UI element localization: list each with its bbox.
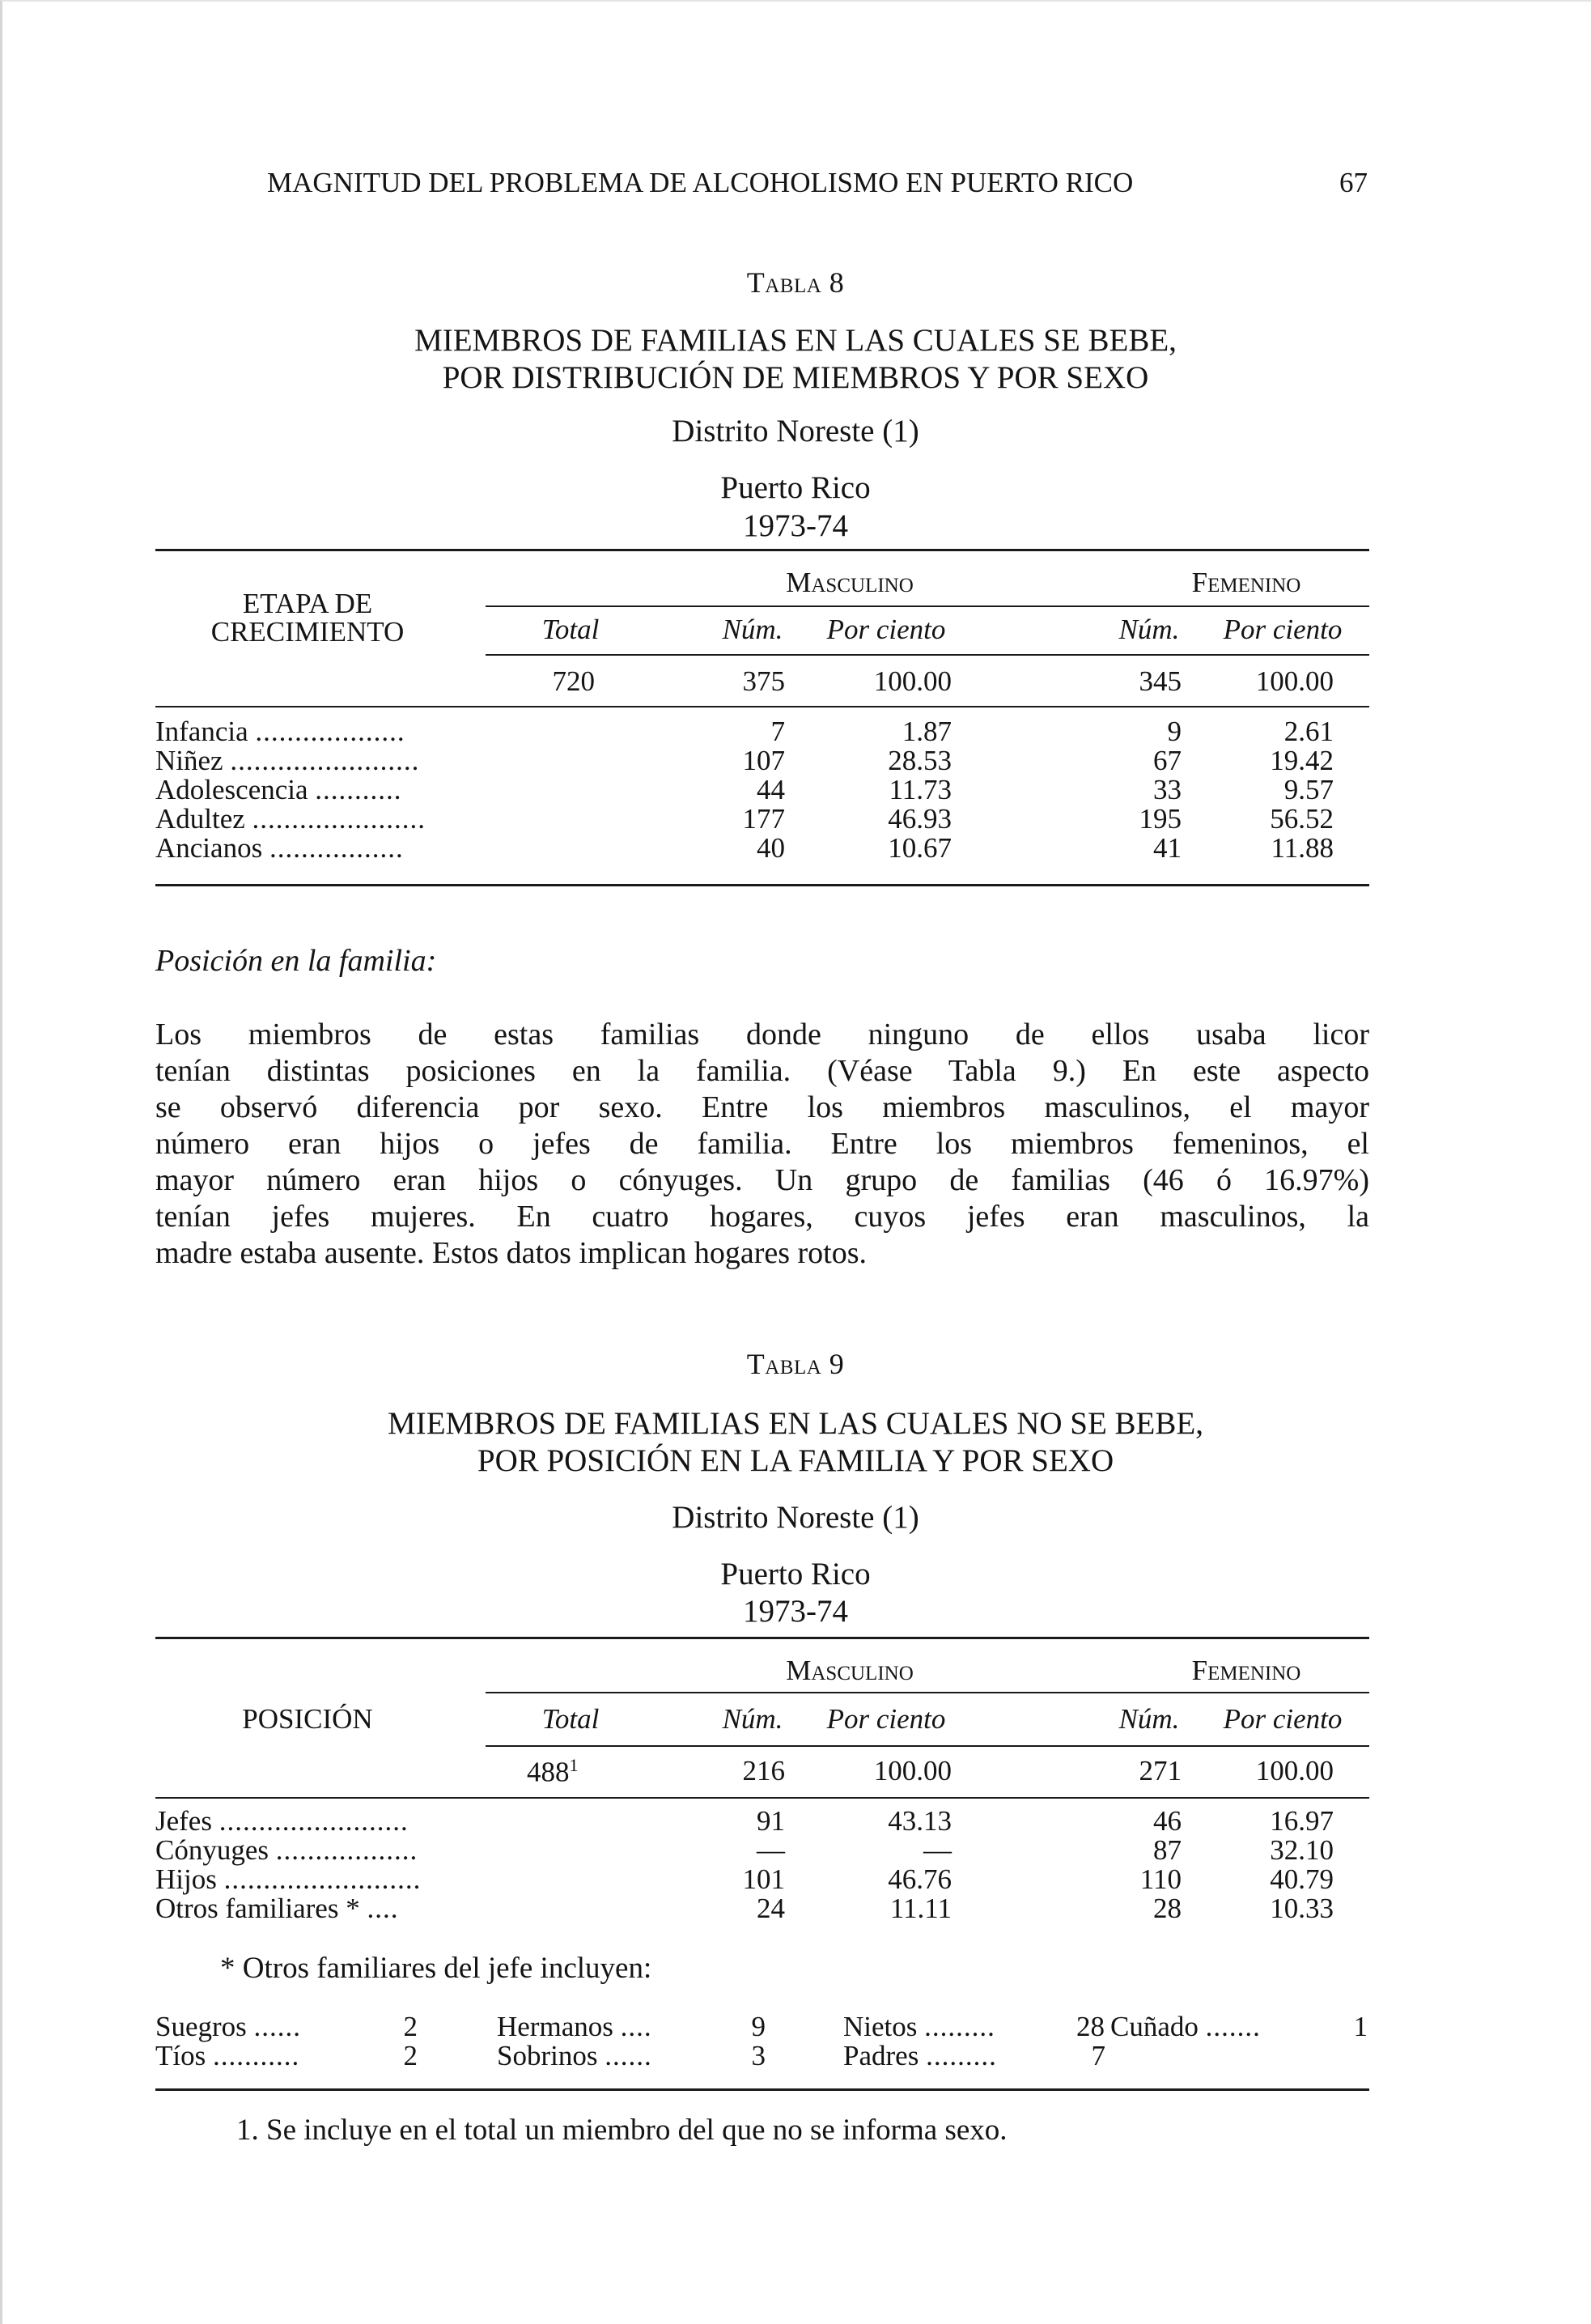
leader-dots: ......................	[252, 803, 426, 835]
table9-title-line1: MIEMBROS DE FAMILIAS EN LAS CUALES NO SE BEBE,	[388, 1406, 1203, 1441]
leader-dots: ....	[620, 2011, 652, 2042]
leader-dots: ...........	[212, 2040, 300, 2071]
relative-value: 2	[403, 2011, 418, 2042]
row-pct-f: 16.97	[1270, 1805, 1334, 1837]
table9-col-pct-f: Por ciento	[1223, 1703, 1343, 1735]
row-pct-m: 10.67	[888, 832, 952, 864]
relative-label: Suegros	[155, 2011, 247, 2042]
row-label: Niñez	[155, 745, 223, 776]
table8-caption: Tabla 8	[746, 266, 845, 299]
table8-total-pct-f: 100.00	[1255, 665, 1334, 697]
row-num-m: 40	[757, 832, 785, 864]
row-pct-f: 10.33	[1270, 1893, 1334, 1924]
table8-group-femenino: Femenino	[1191, 567, 1301, 598]
row-num-m: 44	[757, 774, 785, 805]
relative-label: Cuñado	[1110, 2011, 1199, 2042]
row-pct-f: 9.57	[1283, 774, 1334, 805]
table8-col-pct-m: Por ciento	[826, 614, 946, 645]
table8-district: Distrito Noreste (1)	[672, 414, 919, 448]
table9-total-pct-m: 100.00	[873, 1755, 952, 1787]
relative-value: 2	[403, 2040, 418, 2071]
row-num-f: 67	[1153, 745, 1182, 776]
table8-col-total: Total	[541, 614, 600, 645]
row-label: Infancia	[155, 716, 248, 747]
list-item	[843, 2011, 995, 2043]
relative-label: Sobrinos	[497, 2040, 598, 2071]
table9-group-masculino: Masculino	[786, 1655, 914, 1686]
table9-top-rule	[155, 1637, 1369, 1639]
table9-title	[0, 1405, 1591, 1480]
footnote-marker: 1	[569, 1755, 579, 1775]
table9-body-rule	[155, 1797, 1369, 1799]
row-label: Cónyuges	[155, 1834, 269, 1866]
row-pct-f: 19.42	[1270, 745, 1334, 776]
table9-col-num-m: Núm.	[722, 1703, 783, 1735]
table8-colhead-rule	[486, 654, 1369, 656]
row-pct-f: 56.52	[1270, 803, 1334, 835]
row-pct-f: 11.88	[1271, 832, 1334, 864]
relative-value: 7	[1091, 2040, 1105, 2071]
row-pct-f: 32.10	[1270, 1834, 1334, 1866]
row-num-m: 7	[770, 716, 785, 747]
leader-dots: ......	[253, 2011, 302, 2042]
table8-total-pct-m: 100.00	[873, 665, 952, 697]
leader-dots: .........................	[223, 1863, 422, 1895]
table8-col-pct-f: Por ciento	[1223, 614, 1343, 645]
row-pct-m: —	[923, 1834, 952, 1866]
row-pct-f: 40.79	[1270, 1863, 1334, 1895]
row-num-m: —	[757, 1834, 785, 1866]
paragraph-line: tenían jefes mujeres. En cuatro hogares, cuyos jefes eran masculinos, la	[155, 1200, 1369, 1234]
row-num-f: 33	[1153, 774, 1182, 805]
table9-title-line2: POR POSICIÓN EN LA FAMILIA Y POR SEXO	[477, 1443, 1114, 1478]
running-title: MAGNITUD DEL PROBLEMA DE ALCOHOLISMO EN PUERTO RICO	[267, 167, 1134, 198]
table8-header-rule	[486, 605, 1369, 607]
relative-value: 3	[751, 2040, 766, 2071]
row-label: Adolescencia	[155, 774, 308, 805]
table9-total-num-m: 216	[742, 1755, 785, 1787]
table9-col-total: Total	[541, 1703, 600, 1735]
table9-col-pct-m: Por ciento	[826, 1703, 946, 1735]
table8-title	[0, 322, 1591, 397]
row-num-m: 177	[742, 803, 785, 835]
relatives-note-intro: * Otros familiares del jefe incluyen:	[220, 1952, 652, 1985]
table8-col-num-m: Núm.	[722, 614, 783, 645]
relative-value: 9	[751, 2011, 766, 2042]
table8-total-num-m: 375	[742, 665, 785, 697]
table9-caption: Tabla 9	[746, 1348, 845, 1380]
table9-total-pct-f: 100.00	[1255, 1755, 1334, 1787]
leader-dots: ........................	[230, 745, 420, 776]
section-paragraph	[155, 1017, 1369, 1272]
row-num-f: 28	[1153, 1893, 1182, 1924]
table8-title-line2: POR DISTRIBUCIÓN DE MIEMBROS Y POR SEXO	[442, 360, 1149, 395]
leader-dots: ....	[367, 1893, 399, 1924]
table9-total-value	[527, 1755, 579, 1789]
paragraph-line: se observó diferencia por sexo. Entre los miembros masculinos, el mayor	[155, 1090, 1369, 1124]
relative-label: Padres	[843, 2040, 919, 2071]
row-num-m: 91	[757, 1805, 785, 1837]
row-label: Adultez	[155, 803, 245, 835]
row-num-m: 101	[742, 1863, 785, 1895]
table8-group-masculino: Masculino	[786, 567, 914, 598]
table9-bottom-rule	[155, 2088, 1369, 2091]
row-label: Jefes	[155, 1805, 212, 1837]
table8-total-num-f: 345	[1139, 665, 1182, 697]
leader-dots: .........	[924, 2011, 995, 2042]
leader-dots: ........................	[218, 1805, 409, 1837]
row-pct-m: 28.53	[888, 745, 952, 776]
running-header	[267, 167, 1368, 199]
table9-place: Puerto Rico	[720, 1557, 871, 1591]
total-number: 488	[527, 1756, 570, 1788]
table8-body-rule	[155, 706, 1369, 707]
row-num-f: 110	[1139, 1863, 1182, 1895]
table8-year: 1973-74	[743, 508, 848, 543]
leader-dots: .......	[1205, 2011, 1261, 2042]
table9-colhead-rule	[486, 1745, 1369, 1747]
row-label: Otros familiares *	[155, 1893, 360, 1924]
list-item	[843, 2040, 997, 2072]
table9-year: 1973-74	[743, 1594, 848, 1629]
row-label: Ancianos	[155, 832, 263, 864]
list-item	[155, 2011, 301, 2043]
table8-col-num-f: Núm.	[1118, 614, 1180, 645]
row-num-m: 107	[742, 745, 785, 776]
row-num-f: 87	[1153, 1834, 1182, 1866]
row-num-f: 46	[1153, 1805, 1182, 1837]
leader-dots: ...................	[255, 716, 405, 747]
row-num-f: 41	[1153, 832, 1182, 864]
leader-dots: ...........	[315, 774, 402, 805]
relative-value: 28	[1076, 2011, 1105, 2042]
section-heading: Posición en la familia:	[155, 944, 437, 978]
table8-title-line1: MIEMBROS DE FAMILIAS EN LAS CUALES SE BEBE,	[414, 323, 1177, 358]
relative-label: Nietos	[843, 2011, 918, 2042]
table8-stub-head-line1: ETAPA DE	[242, 588, 373, 619]
row-label: Hijos	[155, 1863, 217, 1895]
leader-dots: .................	[269, 832, 404, 864]
list-item	[497, 2040, 652, 2072]
leader-dots: .........	[926, 2040, 997, 2071]
paragraph-line: tenían distintas posiciones en la familia. (Véase Tabla 9.) En este aspecto	[155, 1054, 1369, 1088]
table9-group-femenino: Femenino	[1191, 1655, 1301, 1686]
list-item	[1110, 2011, 1261, 2043]
table8-total-value: 720	[552, 665, 595, 697]
table9-total-num-f: 271	[1139, 1755, 1182, 1787]
list-item	[155, 2040, 299, 2072]
row-num-f: 9	[1167, 716, 1182, 747]
paragraph-line: número eran hijos o jefes de familia. Entre los miembros femeninos, el	[155, 1127, 1369, 1161]
relative-label: Tíos	[155, 2040, 206, 2071]
row-pct-m: 11.73	[889, 774, 952, 805]
paragraph-line: Los miembros de estas familias donde ninguno de ellos usaba licor	[155, 1018, 1369, 1052]
table8-place: Puerto Rico	[720, 470, 871, 505]
paragraph-line: madre estaba ausente. Estos datos implican hogares rotos.	[155, 1236, 868, 1270]
row-pct-m: 46.93	[888, 803, 952, 835]
row-pct-m: 1.87	[902, 716, 952, 747]
table9-header-rule	[486, 1692, 1369, 1693]
row-num-f: 195	[1139, 803, 1182, 835]
relative-value: 1	[1353, 2011, 1368, 2042]
leader-dots: ......	[605, 2040, 652, 2071]
paragraph-line: mayor número eran hijos o cónyuges. Un grupo de familias (46 ó 16.97%)	[155, 1163, 1369, 1197]
row-pct-f: 2.61	[1283, 716, 1334, 747]
table9-district: Distrito Noreste (1)	[672, 1500, 919, 1535]
row-pct-m: 46.76	[888, 1863, 952, 1895]
table8-stub-head-line2: CRECIMIENTO	[210, 616, 405, 648]
list-item	[497, 2011, 652, 2043]
table8-top-rule	[155, 549, 1369, 551]
row-pct-m: 11.11	[889, 1893, 952, 1924]
leader-dots: ..................	[275, 1834, 418, 1866]
row-pct-m: 43.13	[888, 1805, 952, 1837]
table9-stub-head: POSICIÓN	[242, 1703, 373, 1735]
table8-bottom-rule	[155, 884, 1369, 886]
footnote: 1. Se incluye en el total un miembro del que no se informa sexo.	[236, 2114, 1008, 2147]
relative-label: Hermanos	[497, 2011, 613, 2042]
page-number: 67	[1339, 167, 1368, 198]
row-num-m: 24	[757, 1893, 785, 1924]
table9-col-num-f: Núm.	[1118, 1703, 1180, 1735]
